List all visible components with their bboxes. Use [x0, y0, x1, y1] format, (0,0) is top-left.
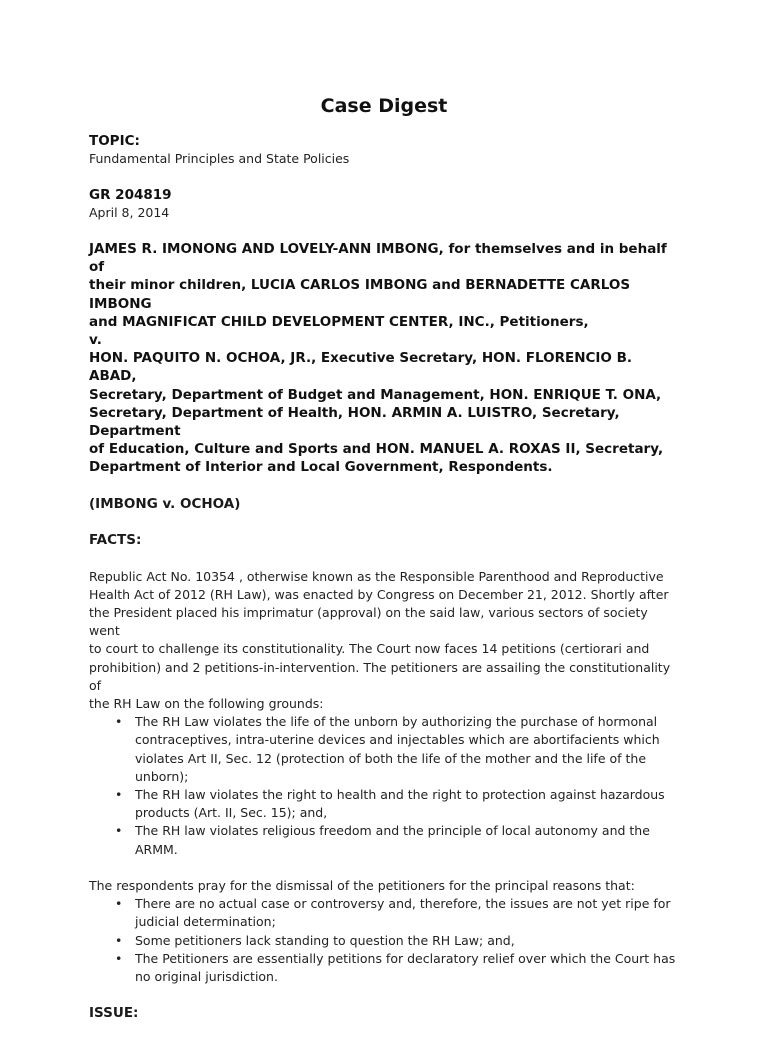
- list-item-line: ARMM.: [135, 841, 178, 857]
- respondents-line: of Education, Culture and Sports and HON. MANUEL A. ROXAS II, Secretary,: [89, 441, 664, 458]
- list-item-line: judicial determination;: [135, 914, 276, 930]
- list-item: [115, 895, 679, 931]
- petitioners-line: and MAGNIFICAT CHILD DEVELOPMENT CENTER, INC., Petitioners,: [89, 313, 589, 330]
- petitioners-line: JAMES R. IMONONG AND LOVELY-ANN IMBONG, for themselves and in behalf of: [89, 241, 667, 276]
- respondents-intro: The respondents pray for the dismissal of the petitioners for the principal reasons that:: [89, 877, 635, 893]
- paragraph-gap: [89, 859, 679, 877]
- facts-line: to court to challenge its constitutionality. The Court now faces 14 petitions (certiorari and: [89, 641, 650, 657]
- bullet-icon: •: [115, 714, 123, 730]
- respondents-line: Secretary, Department of Budget and Management, HON. ENRIQUE T. ONA,: [89, 386, 662, 403]
- document-content: [89, 94, 679, 1041]
- gr-number: GR 204819: [89, 187, 172, 203]
- decision-date: April 8, 2014: [89, 205, 170, 220]
- paragraph-gap: [89, 986, 679, 1004]
- facts-line: the RH Law on the following grounds:: [89, 696, 324, 712]
- topic-label: TOPIC:: [89, 133, 140, 149]
- bullet-icon: •: [115, 823, 123, 839]
- facts-line: Health Act of 2012 (RH Law), was enacted by Congress on December 21, 2012. Shortly after: [89, 586, 669, 602]
- list-item-line: contraceptives, intra-uterine devices and injectables which are abortifacients which: [135, 732, 660, 748]
- list-item-line: violates Art II, Sec. 12 (protection of both the life of the mother and the life of the: [135, 750, 647, 766]
- case-number-block: [89, 186, 679, 222]
- document-title: Case Digest: [320, 95, 448, 117]
- bullet-icon: •: [115, 950, 123, 966]
- list-item-line: The RH Law violates the life of the unborn by authorizing the purchase of hormonal: [135, 714, 658, 730]
- list-item-line: The RH law violates religious freedom and the principle of local autonomy and the: [135, 823, 650, 839]
- respondents-line: HON. PAQUITO N. OCHOA, JR., Executive Secretary, HON. FLORENCIO B. ABAD,: [89, 350, 633, 385]
- list-item-line: products (Art. II, Sec. 15); and,: [135, 805, 328, 821]
- respondents-line: Department of Interior and Local Government, Respondents.: [89, 459, 553, 476]
- petitioner-grounds-list: [89, 713, 679, 859]
- parties-block: [89, 240, 679, 477]
- list-item: [115, 713, 679, 786]
- bullet-icon: •: [115, 896, 123, 912]
- list-item: [115, 786, 679, 822]
- bullet-icon: •: [115, 787, 123, 803]
- list-item-line: unborn);: [135, 768, 189, 784]
- issue-heading: ISSUE:: [89, 1005, 139, 1022]
- list-item-line: Some petitioners lack standing to question the RH Law; and,: [135, 932, 515, 948]
- respondents-line: Secretary, Department of Health, HON. ARMIN A. LUISTRO, Secretary, Department: [89, 404, 620, 440]
- facts-line: Republic Act No. 10354 , otherwise known as the Responsible Parenthood and Reproductive: [89, 568, 664, 584]
- case-short-title: (IMBONG v. OCHOA): [89, 495, 241, 512]
- list-item: [115, 822, 679, 858]
- facts-line: prohibition) and 2 petitions-in-intervention. The petitioners are assailing the constitutionality of: [89, 659, 671, 693]
- topic-value: Fundamental Principles and State Policies: [89, 151, 350, 166]
- list-item-line: There are no actual case or controversy and, therefore, the issues are not yet ripe for: [135, 896, 671, 912]
- facts-heading: FACTS:: [89, 531, 142, 548]
- facts-paragraph: [89, 568, 679, 714]
- list-item-line: no original jurisdiction.: [135, 968, 278, 984]
- list-item: [115, 932, 679, 950]
- list-item-line: The RH law violates the right to health and the right to protection against hazardous: [135, 787, 665, 803]
- versus-marker: v.: [89, 332, 102, 349]
- bullet-icon: •: [115, 932, 123, 948]
- list-item: [115, 950, 679, 986]
- facts-line: the President placed his imprimatur (approval) on the said law, various sectors of society went: [89, 605, 648, 639]
- respondent-reasons-list: [89, 895, 679, 986]
- topic-block: [89, 132, 679, 168]
- petitioners-line: their minor children, LUCIA CARLOS IMBONG and BERNADETTE CARLOS IMBONG: [89, 277, 631, 312]
- list-item-line: The Petitioners are essentially petitions for declaratory relief over which the Court has: [135, 950, 676, 966]
